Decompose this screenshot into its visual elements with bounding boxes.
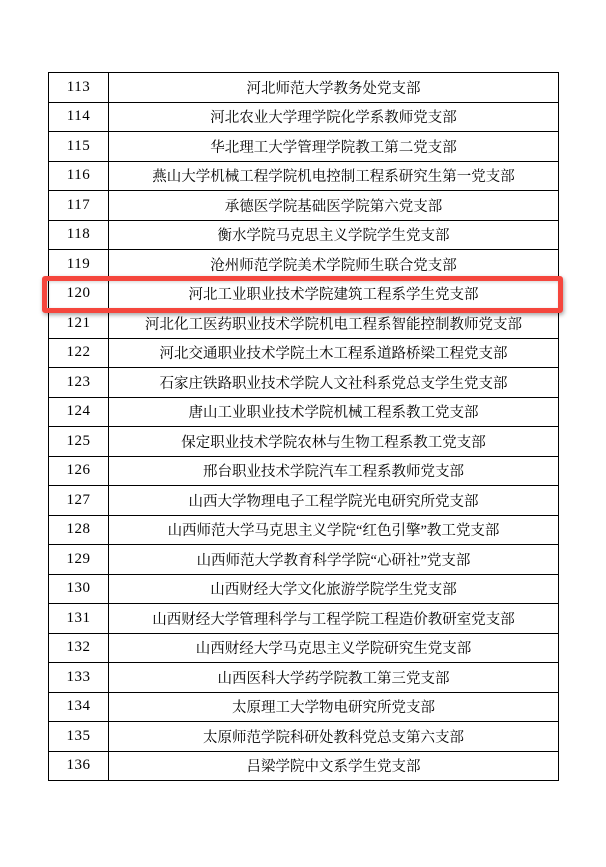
branch-name: 太原师范学院科研处教科党总支第六支部	[109, 722, 559, 752]
row-number: 122	[49, 338, 109, 368]
branch-name: 山西医科大学药学院教工第三党支部	[109, 663, 559, 693]
branch-name: 吕梁学院中文系学生党支部	[109, 751, 559, 781]
table-row	[49, 73, 559, 103]
table-row	[49, 663, 559, 693]
table-row	[49, 604, 559, 634]
branch-name: 河北农业大学理学院化学系教师党支部	[109, 102, 559, 132]
table-row	[49, 132, 559, 162]
row-number: 133	[49, 663, 109, 693]
branch-name: 华北理工大学管理学院教工第二党支部	[109, 132, 559, 162]
branch-name: 石家庄铁路职业技术学院人文社科系党总支学生党支部	[109, 368, 559, 398]
branch-name: 唐山工业职业技术学院机械工程系教工党支部	[109, 397, 559, 427]
row-number: 136	[49, 751, 109, 781]
branch-name: 山西师范大学马克思主义学院“红色引擎”教工党支部	[109, 515, 559, 545]
table-row	[49, 633, 559, 663]
row-number: 123	[49, 368, 109, 398]
row-number: 134	[49, 692, 109, 722]
branch-name: 山西财经大学马克思主义学院研究生党支部	[109, 633, 559, 663]
row-number: 121	[49, 309, 109, 339]
row-number: 127	[49, 486, 109, 516]
branch-name: 山西财经大学管理科学与工程学院工程造价教研室党支部	[109, 604, 559, 634]
row-number: 135	[49, 722, 109, 752]
row-number: 119	[49, 250, 109, 280]
row-number: 113	[49, 73, 109, 103]
branch-name: 河北化工医药职业技术学院机电工程系智能控制教师党支部	[109, 309, 559, 339]
table-row	[49, 751, 559, 781]
branch-name: 衡水学院马克思主义学院学生党支部	[109, 220, 559, 250]
branch-name: 燕山大学机械工程学院机电控制工程系研究生第一党支部	[109, 161, 559, 191]
table-row	[49, 486, 559, 516]
party-branch-table-body	[49, 73, 559, 781]
branch-name: 河北师范大学教务处党支部	[109, 73, 559, 103]
party-branch-table	[48, 72, 559, 781]
row-number: 126	[49, 456, 109, 486]
table-row	[49, 368, 559, 398]
branch-name: 山西大学物理电子工程学院光电研究所党支部	[109, 486, 559, 516]
row-number: 116	[49, 161, 109, 191]
table-row	[49, 220, 559, 250]
branch-name: 山西师范大学教育科学学院“心研社”党支部	[109, 545, 559, 575]
branch-name: 承德医学院基础医学院第六党支部	[109, 191, 559, 221]
row-number: 129	[49, 545, 109, 575]
table-row	[49, 397, 559, 427]
row-number: 128	[49, 515, 109, 545]
branch-name: 保定职业技术学院农林与生物工程系教工党支部	[109, 427, 559, 457]
branch-name: 河北工业职业技术学院建筑工程系学生党支部	[109, 279, 559, 309]
table-row	[49, 338, 559, 368]
branch-name: 邢台职业技术学院汽车工程系教师党支部	[109, 456, 559, 486]
row-number: 115	[49, 132, 109, 162]
row-number: 125	[49, 427, 109, 457]
row-number: 120	[49, 279, 109, 309]
row-number: 131	[49, 604, 109, 634]
table-row	[49, 545, 559, 575]
row-number: 124	[49, 397, 109, 427]
table-row-highlighted	[49, 279, 559, 309]
row-number: 114	[49, 102, 109, 132]
table-row	[49, 250, 559, 280]
branch-name: 山西财经大学文化旅游学院学生党支部	[109, 574, 559, 604]
row-number: 117	[49, 191, 109, 221]
table-row	[49, 309, 559, 339]
branch-name: 沧州师范学院美术学院师生联合党支部	[109, 250, 559, 280]
table-row	[49, 456, 559, 486]
row-number: 132	[49, 633, 109, 663]
branch-name: 河北交通职业技术学院土木工程系道路桥梁工程党支部	[109, 338, 559, 368]
table-row	[49, 515, 559, 545]
table-row	[49, 102, 559, 132]
branch-name: 太原理工大学物电研究所党支部	[109, 692, 559, 722]
table-row	[49, 161, 559, 191]
table-row	[49, 722, 559, 752]
row-number: 130	[49, 574, 109, 604]
table-row	[49, 427, 559, 457]
row-number: 118	[49, 220, 109, 250]
table-row	[49, 574, 559, 604]
table-row	[49, 191, 559, 221]
table-row	[49, 692, 559, 722]
